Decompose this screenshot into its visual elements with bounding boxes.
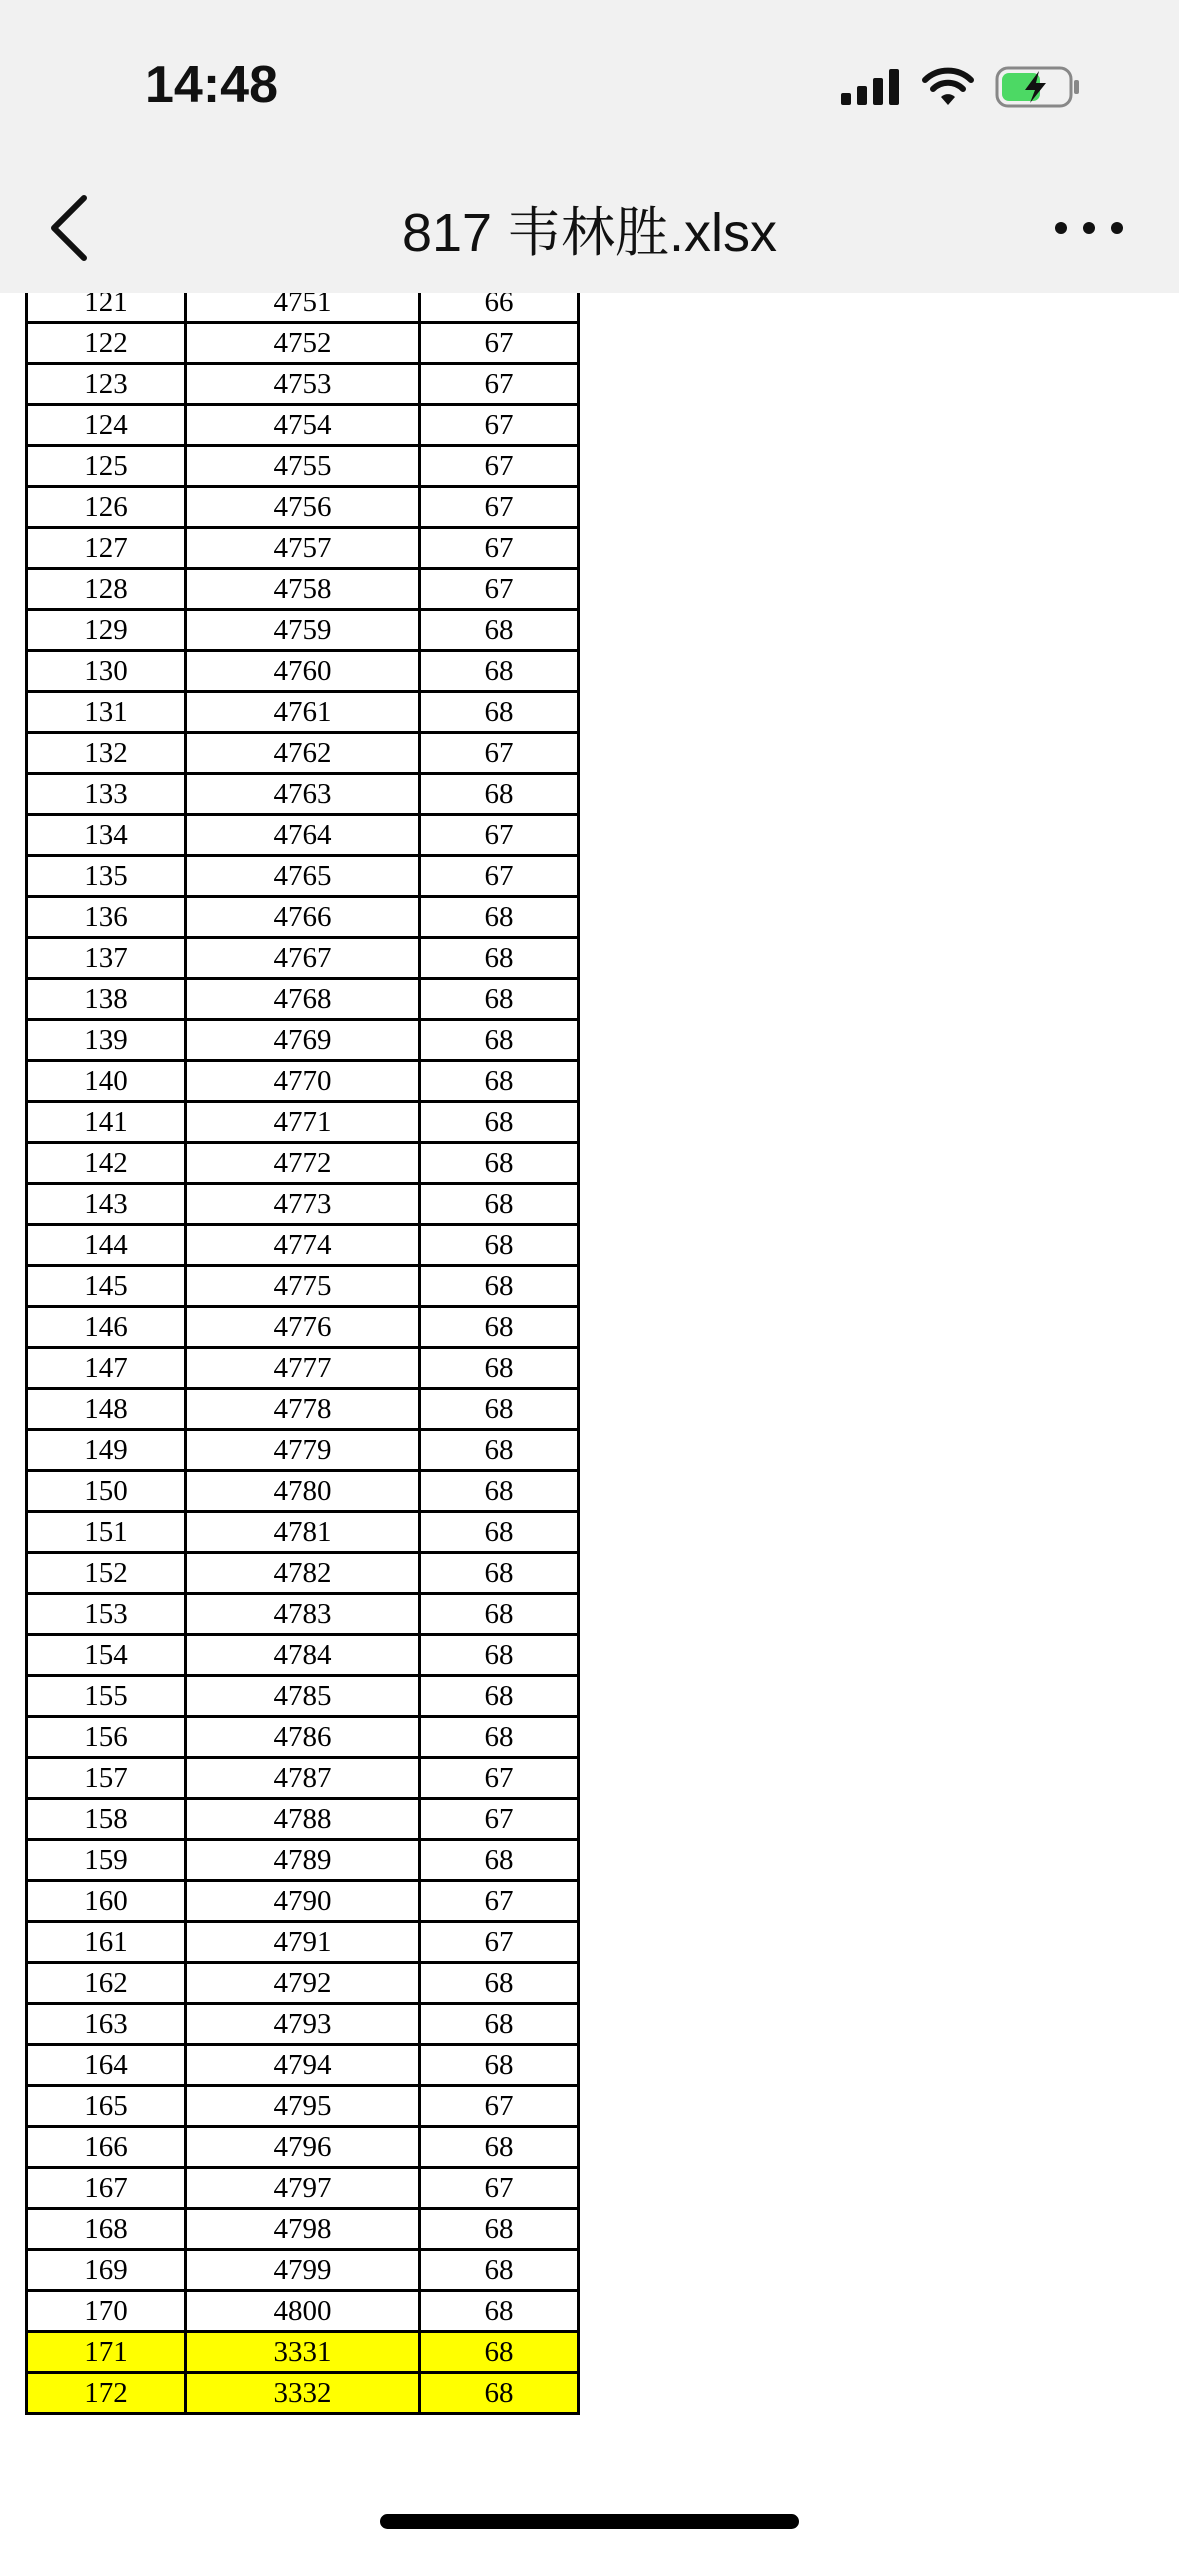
table-row bbox=[27, 1922, 579, 1963]
table-cell-b[interactable]: 4795 bbox=[186, 2086, 420, 2127]
table-cell-b[interactable]: 4794 bbox=[186, 2045, 420, 2086]
table-cell-b[interactable]: 4776 bbox=[186, 1307, 420, 1348]
table-row bbox=[27, 364, 579, 405]
table-cell-a[interactable]: 148 bbox=[27, 1389, 186, 1430]
table-cell-b[interactable]: 4771 bbox=[186, 1102, 420, 1143]
file-title: 817 韦林胜.xlsx bbox=[401, 203, 778, 263]
table-row bbox=[27, 2045, 579, 2086]
table-cell-b[interactable]: 3331 bbox=[186, 2332, 420, 2373]
table-cell-c[interactable]: 68 bbox=[420, 1389, 579, 1430]
table-row bbox=[27, 1225, 579, 1266]
table-cell-b[interactable]: 4772 bbox=[186, 1143, 420, 1184]
table-cell-a[interactable]: 130 bbox=[27, 651, 186, 692]
wifi-icon bbox=[921, 67, 975, 107]
table-cell-b[interactable]: 4779 bbox=[186, 1430, 420, 1471]
table-cell-c[interactable]: 68 bbox=[420, 2209, 579, 2250]
table-cell-c[interactable]: 66 bbox=[420, 293, 579, 323]
table-cell-c[interactable]: 68 bbox=[420, 610, 579, 651]
table-cell-c[interactable]: 67 bbox=[420, 323, 579, 364]
table-row bbox=[27, 1061, 579, 1102]
table-cell-b[interactable]: 4751 bbox=[186, 293, 420, 323]
table-cell-c[interactable]: 67 bbox=[420, 446, 579, 487]
table-cell-a[interactable]: 166 bbox=[27, 2127, 186, 2168]
table-cell-a[interactable]: 143 bbox=[27, 1184, 186, 1225]
table-cell-c[interactable]: 68 bbox=[420, 1143, 579, 1184]
table-cell-b[interactable]: 4768 bbox=[186, 979, 420, 1020]
table-cell-a[interactable]: 122 bbox=[27, 323, 186, 364]
table-row bbox=[27, 487, 579, 528]
table-row bbox=[27, 1717, 579, 1758]
table-row bbox=[27, 1963, 579, 2004]
table-cell-a[interactable]: 157 bbox=[27, 1758, 186, 1799]
table-cell-c[interactable]: 68 bbox=[420, 651, 579, 692]
table-row bbox=[27, 446, 579, 487]
table-cell-c[interactable]: 68 bbox=[420, 1225, 579, 1266]
cellular-signal-icon bbox=[841, 69, 901, 105]
table-cell-a[interactable]: 165 bbox=[27, 2086, 186, 2127]
table-cell-c[interactable]: 67 bbox=[420, 1799, 579, 1840]
table-row bbox=[27, 2332, 579, 2373]
table-cell-c[interactable]: 67 bbox=[420, 815, 579, 856]
spreadsheet-view[interactable] bbox=[0, 293, 1179, 2556]
table-row bbox=[27, 979, 579, 1020]
table-row bbox=[27, 1307, 579, 1348]
table-cell-c[interactable]: 67 bbox=[420, 1881, 579, 1922]
table-cell-c[interactable]: 67 bbox=[420, 2086, 579, 2127]
table-row bbox=[27, 1512, 579, 1553]
table-row bbox=[27, 2127, 579, 2168]
table-cell-b[interactable]: 4761 bbox=[186, 692, 420, 733]
table-cell-c[interactable]: 67 bbox=[420, 733, 579, 774]
table-cell-a[interactable]: 159 bbox=[27, 1840, 186, 1881]
table-cell-a[interactable]: 161 bbox=[27, 1922, 186, 1963]
table-cell-c[interactable]: 67 bbox=[420, 569, 579, 610]
nav-bar bbox=[0, 170, 1179, 293]
table-cell-c[interactable]: 68 bbox=[420, 1594, 579, 1635]
table-row bbox=[27, 2250, 579, 2291]
table-cell-c[interactable]: 68 bbox=[420, 1184, 579, 1225]
table-cell-c[interactable]: 68 bbox=[420, 2045, 579, 2086]
table-cell-c[interactable]: 68 bbox=[420, 979, 579, 1020]
table-row bbox=[27, 1594, 579, 1635]
table-cell-a[interactable]: 128 bbox=[27, 569, 186, 610]
table-row bbox=[27, 569, 579, 610]
table-cell-b[interactable]: 4782 bbox=[186, 1553, 420, 1594]
top-area bbox=[0, 0, 1179, 293]
table-cell-a[interactable]: 138 bbox=[27, 979, 186, 1020]
table-cell-b[interactable]: 4764 bbox=[186, 815, 420, 856]
table-row bbox=[27, 610, 579, 651]
table-row bbox=[27, 1553, 579, 1594]
table-cell-c[interactable]: 68 bbox=[420, 1717, 579, 1758]
table-row bbox=[27, 1143, 579, 1184]
table-row bbox=[27, 897, 579, 938]
table-cell-a[interactable]: 123 bbox=[27, 364, 186, 405]
table-cell-a[interactable]: 158 bbox=[27, 1799, 186, 1840]
table-cell-b[interactable]: 4787 bbox=[186, 1758, 420, 1799]
table-row bbox=[27, 1676, 579, 1717]
table-cell-b[interactable]: 4765 bbox=[186, 856, 420, 897]
spreadsheet-table bbox=[25, 293, 580, 2415]
table-cell-a[interactable]: 139 bbox=[27, 1020, 186, 1061]
table-cell-a[interactable]: 136 bbox=[27, 897, 186, 938]
table-cell-b[interactable]: 4783 bbox=[186, 1594, 420, 1635]
table-cell-c[interactable]: 68 bbox=[420, 1676, 579, 1717]
table-cell-c[interactable]: 67 bbox=[420, 2168, 579, 2209]
table-cell-c[interactable]: 68 bbox=[420, 1963, 579, 2004]
table-cell-a[interactable]: 169 bbox=[27, 2250, 186, 2291]
table-row bbox=[27, 938, 579, 979]
table-cell-a[interactable]: 171 bbox=[27, 2332, 186, 2373]
table-cell-a[interactable]: 145 bbox=[27, 1266, 186, 1307]
table-cell-b[interactable]: 4774 bbox=[186, 1225, 420, 1266]
table-cell-a[interactable]: 162 bbox=[27, 1963, 186, 2004]
table-cell-c[interactable]: 68 bbox=[420, 1102, 579, 1143]
table-cell-b[interactable]: 4780 bbox=[186, 1471, 420, 1512]
table-cell-c[interactable]: 68 bbox=[420, 2291, 579, 2332]
table-row bbox=[27, 323, 579, 364]
table-cell-b[interactable]: 4757 bbox=[186, 528, 420, 569]
table-row bbox=[27, 2373, 579, 2414]
table-cell-c[interactable]: 68 bbox=[420, 1348, 579, 1389]
table-cell-b[interactable]: 4773 bbox=[186, 1184, 420, 1225]
table-cell-c[interactable]: 68 bbox=[420, 1635, 579, 1676]
table-cell-c[interactable]: 67 bbox=[420, 1758, 579, 1799]
table-cell-b[interactable]: 4760 bbox=[186, 651, 420, 692]
table-cell-b[interactable]: 4788 bbox=[186, 1799, 420, 1840]
table-cell-c[interactable]: 68 bbox=[420, 1471, 579, 1512]
table-cell-a[interactable]: 160 bbox=[27, 1881, 186, 1922]
table-cell-b[interactable]: 4785 bbox=[186, 1676, 420, 1717]
table-cell-c[interactable]: 67 bbox=[420, 1922, 579, 1963]
table-cell-b[interactable]: 4784 bbox=[186, 1635, 420, 1676]
table-cell-b[interactable]: 4778 bbox=[186, 1389, 420, 1430]
table-cell-b[interactable]: 4758 bbox=[186, 569, 420, 610]
table-cell-c[interactable]: 68 bbox=[420, 897, 579, 938]
table-cell-b[interactable]: 4798 bbox=[186, 2209, 420, 2250]
table-row bbox=[27, 651, 579, 692]
table-cell-a[interactable]: 146 bbox=[27, 1307, 186, 1348]
table-cell-c[interactable]: 68 bbox=[420, 1266, 579, 1307]
table-row bbox=[27, 1799, 579, 1840]
table-cell-a[interactable]: 156 bbox=[27, 1717, 186, 1758]
table-cell-a[interactable]: 168 bbox=[27, 2209, 186, 2250]
more-button[interactable] bbox=[1049, 196, 1129, 260]
table-cell-a[interactable]: 155 bbox=[27, 1676, 186, 1717]
ellipsis-icon bbox=[1049, 196, 1129, 260]
table-row bbox=[27, 1758, 579, 1799]
table-row bbox=[27, 1430, 579, 1471]
table-cell-a[interactable]: 124 bbox=[27, 405, 186, 446]
table-cell-b[interactable]: 4790 bbox=[186, 1881, 420, 1922]
table-cell-a[interactable]: 164 bbox=[27, 2045, 186, 2086]
table-cell-a[interactable]: 133 bbox=[27, 774, 186, 815]
status-icons bbox=[841, 62, 1081, 112]
table-row bbox=[27, 1102, 579, 1143]
table-cell-b[interactable]: 4797 bbox=[186, 2168, 420, 2209]
table-row bbox=[27, 1348, 579, 1389]
table-row bbox=[27, 405, 579, 446]
table-cell-b[interactable]: 4755 bbox=[186, 446, 420, 487]
table-row bbox=[27, 1266, 579, 1307]
table-cell-a[interactable]: 153 bbox=[27, 1594, 186, 1635]
table-cell-a[interactable]: 170 bbox=[27, 2291, 186, 2332]
table-row bbox=[27, 2004, 579, 2045]
table-cell-c[interactable]: 68 bbox=[420, 774, 579, 815]
table-cell-c[interactable]: 67 bbox=[420, 487, 579, 528]
spreadsheet-body bbox=[27, 293, 579, 2414]
table-cell-b[interactable]: 4799 bbox=[186, 2250, 420, 2291]
table-cell-b[interactable]: 4752 bbox=[186, 323, 420, 364]
table-row bbox=[27, 528, 579, 569]
table-cell-a[interactable]: 140 bbox=[27, 1061, 186, 1102]
table-cell-b[interactable]: 4769 bbox=[186, 1020, 420, 1061]
table-cell-c[interactable]: 68 bbox=[420, 938, 579, 979]
table-cell-a[interactable]: 129 bbox=[27, 610, 186, 651]
table-cell-a[interactable]: 142 bbox=[27, 1143, 186, 1184]
table-cell-c[interactable]: 67 bbox=[420, 528, 579, 569]
status-time: 14:48 bbox=[145, 56, 278, 114]
table-row bbox=[27, 1635, 579, 1676]
table-cell-a[interactable]: 132 bbox=[27, 733, 186, 774]
table-row bbox=[27, 1184, 579, 1225]
table-cell-c[interactable]: 68 bbox=[420, 2373, 579, 2414]
table-cell-a[interactable]: 131 bbox=[27, 692, 186, 733]
table-cell-c[interactable]: 68 bbox=[420, 2004, 579, 2045]
table-cell-b[interactable]: 3332 bbox=[186, 2373, 420, 2414]
table-cell-c[interactable]: 68 bbox=[420, 1430, 579, 1471]
table-cell-a[interactable]: 151 bbox=[27, 1512, 186, 1553]
table-row bbox=[27, 1840, 579, 1881]
table-row bbox=[27, 856, 579, 897]
table-cell-b[interactable]: 4754 bbox=[186, 405, 420, 446]
table-row bbox=[27, 2086, 579, 2127]
table-cell-b[interactable]: 4777 bbox=[186, 1348, 420, 1389]
table-row bbox=[27, 1389, 579, 1430]
table-row bbox=[27, 293, 579, 323]
table-cell-b[interactable]: 4793 bbox=[186, 2004, 420, 2045]
table-cell-a[interactable]: 125 bbox=[27, 446, 186, 487]
table-row bbox=[27, 815, 579, 856]
table-cell-b[interactable]: 4762 bbox=[186, 733, 420, 774]
table-cell-c[interactable]: 68 bbox=[420, 1061, 579, 1102]
table-cell-c[interactable]: 68 bbox=[420, 692, 579, 733]
table-cell-b[interactable]: 4791 bbox=[186, 1922, 420, 1963]
table-row bbox=[27, 1020, 579, 1061]
table-cell-a[interactable]: 150 bbox=[27, 1471, 186, 1512]
table-cell-a[interactable]: 144 bbox=[27, 1225, 186, 1266]
table-cell-b[interactable]: 4753 bbox=[186, 364, 420, 405]
table-cell-a[interactable]: 135 bbox=[27, 856, 186, 897]
table-row bbox=[27, 692, 579, 733]
table-cell-b[interactable]: 4789 bbox=[186, 1840, 420, 1881]
battery-charging-icon bbox=[995, 66, 1081, 108]
table-row bbox=[27, 733, 579, 774]
table-cell-b[interactable]: 4792 bbox=[186, 1963, 420, 2004]
table-cell-a[interactable]: 137 bbox=[27, 938, 186, 979]
table-cell-a[interactable]: 163 bbox=[27, 2004, 186, 2045]
table-cell-a[interactable]: 121 bbox=[27, 293, 186, 323]
table-row bbox=[27, 1881, 579, 1922]
table-cell-a[interactable]: 167 bbox=[27, 2168, 186, 2209]
back-button[interactable] bbox=[40, 192, 104, 264]
table-cell-b[interactable]: 4770 bbox=[186, 1061, 420, 1102]
table-row bbox=[27, 774, 579, 815]
table-cell-a[interactable]: 134 bbox=[27, 815, 186, 856]
chevron-left-icon bbox=[40, 192, 104, 264]
table-cell-a[interactable]: 172 bbox=[27, 2373, 186, 2414]
table-cell-c[interactable]: 68 bbox=[420, 1020, 579, 1061]
table-cell-c[interactable]: 68 bbox=[420, 1512, 579, 1553]
table-cell-b[interactable]: 4767 bbox=[186, 938, 420, 979]
table-cell-c[interactable]: 68 bbox=[420, 1553, 579, 1594]
table-cell-a[interactable]: 147 bbox=[27, 1348, 186, 1389]
home-indicator bbox=[380, 2514, 799, 2529]
table-cell-b[interactable]: 4796 bbox=[186, 2127, 420, 2168]
table-cell-b[interactable]: 4763 bbox=[186, 774, 420, 815]
table-cell-c[interactable]: 68 bbox=[420, 2250, 579, 2291]
table-cell-c[interactable]: 68 bbox=[420, 1307, 579, 1348]
table-cell-c[interactable]: 68 bbox=[420, 2127, 579, 2168]
table-cell-c[interactable]: 68 bbox=[420, 1840, 579, 1881]
table-cell-c[interactable]: 68 bbox=[420, 2332, 579, 2373]
table-cell-a[interactable]: 154 bbox=[27, 1635, 186, 1676]
table-row bbox=[27, 2209, 579, 2250]
table-cell-c[interactable]: 67 bbox=[420, 856, 579, 897]
table-cell-a[interactable]: 141 bbox=[27, 1102, 186, 1143]
table-cell-b[interactable]: 4781 bbox=[186, 1512, 420, 1553]
table-cell-b[interactable]: 4766 bbox=[186, 897, 420, 938]
table-cell-b[interactable]: 4800 bbox=[186, 2291, 420, 2332]
table-cell-a[interactable]: 152 bbox=[27, 1553, 186, 1594]
table-cell-b[interactable]: 4759 bbox=[186, 610, 420, 651]
table-cell-b[interactable]: 4775 bbox=[186, 1266, 420, 1307]
table-cell-b[interactable]: 4756 bbox=[186, 487, 420, 528]
table-row bbox=[27, 2291, 579, 2332]
table-cell-b[interactable]: 4786 bbox=[186, 1717, 420, 1758]
table-cell-a[interactable]: 127 bbox=[27, 528, 186, 569]
table-row bbox=[27, 2168, 579, 2209]
table-cell-c[interactable]: 67 bbox=[420, 405, 579, 446]
table-cell-a[interactable]: 126 bbox=[27, 487, 186, 528]
table-row bbox=[27, 1471, 579, 1512]
table-cell-c[interactable]: 67 bbox=[420, 364, 579, 405]
table-cell-a[interactable]: 149 bbox=[27, 1430, 186, 1471]
